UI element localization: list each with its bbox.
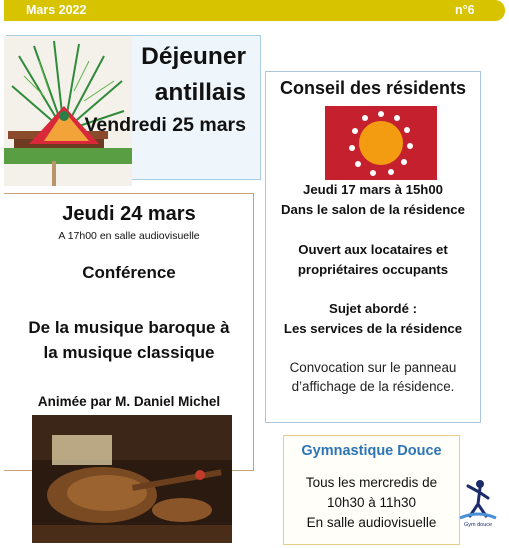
lunch-title-line1: Déjeuner xyxy=(141,43,246,70)
council-location: Dans le salon de la résidence xyxy=(281,202,465,217)
council-audience-line2: propriétaires occupants xyxy=(297,262,449,277)
gym-douce-logo xyxy=(458,478,498,528)
council-audience-line1: Ouvert aux locataires et xyxy=(298,242,448,257)
conference-title-line1: De la musique baroque à xyxy=(28,318,230,337)
gym-schedule-line2: 10h30 à 11h30 xyxy=(326,495,417,510)
conference-title xyxy=(4,315,254,365)
lunch-date: Vendredi 25 mars xyxy=(84,114,246,136)
baroque-instruments-painting xyxy=(32,415,232,543)
council-note-line2: d’affichage de la résidence. xyxy=(291,379,455,394)
conference-title-line2: la musique classique xyxy=(43,343,215,362)
council-circle-illustration xyxy=(325,106,437,180)
gym-schedule-line1: Tous les mercredis de xyxy=(305,475,438,490)
antilles-lunch-photo xyxy=(4,36,132,186)
gym-title: Gymnastique Douce xyxy=(301,443,442,459)
conference-date: Jeudi 24 mars xyxy=(62,203,196,225)
conference-kind: Conférence xyxy=(82,263,176,282)
council-topic-label: Sujet abordé : xyxy=(329,301,417,316)
conference-host: Animée par M. Daniel Michel xyxy=(37,394,221,409)
council-topic: Les services de la résidence xyxy=(283,321,463,336)
council-note-line1: Convocation sur le panneau xyxy=(289,360,457,375)
lunch-title-line2: antillais xyxy=(154,79,246,106)
conference-time-place: A 17h00 en salle audiovisuelle xyxy=(58,230,200,242)
gym-location: En salle audiovisuelle xyxy=(306,515,437,530)
council-date: Jeudi 17 mars à 15h00 xyxy=(302,182,444,197)
issue-date: Mars 2022 xyxy=(26,3,87,17)
svg-text:Gym douce: Gym douce xyxy=(463,522,493,528)
council-title: Conseil des résidents xyxy=(279,78,467,98)
issue-number: n°6 xyxy=(455,3,475,17)
